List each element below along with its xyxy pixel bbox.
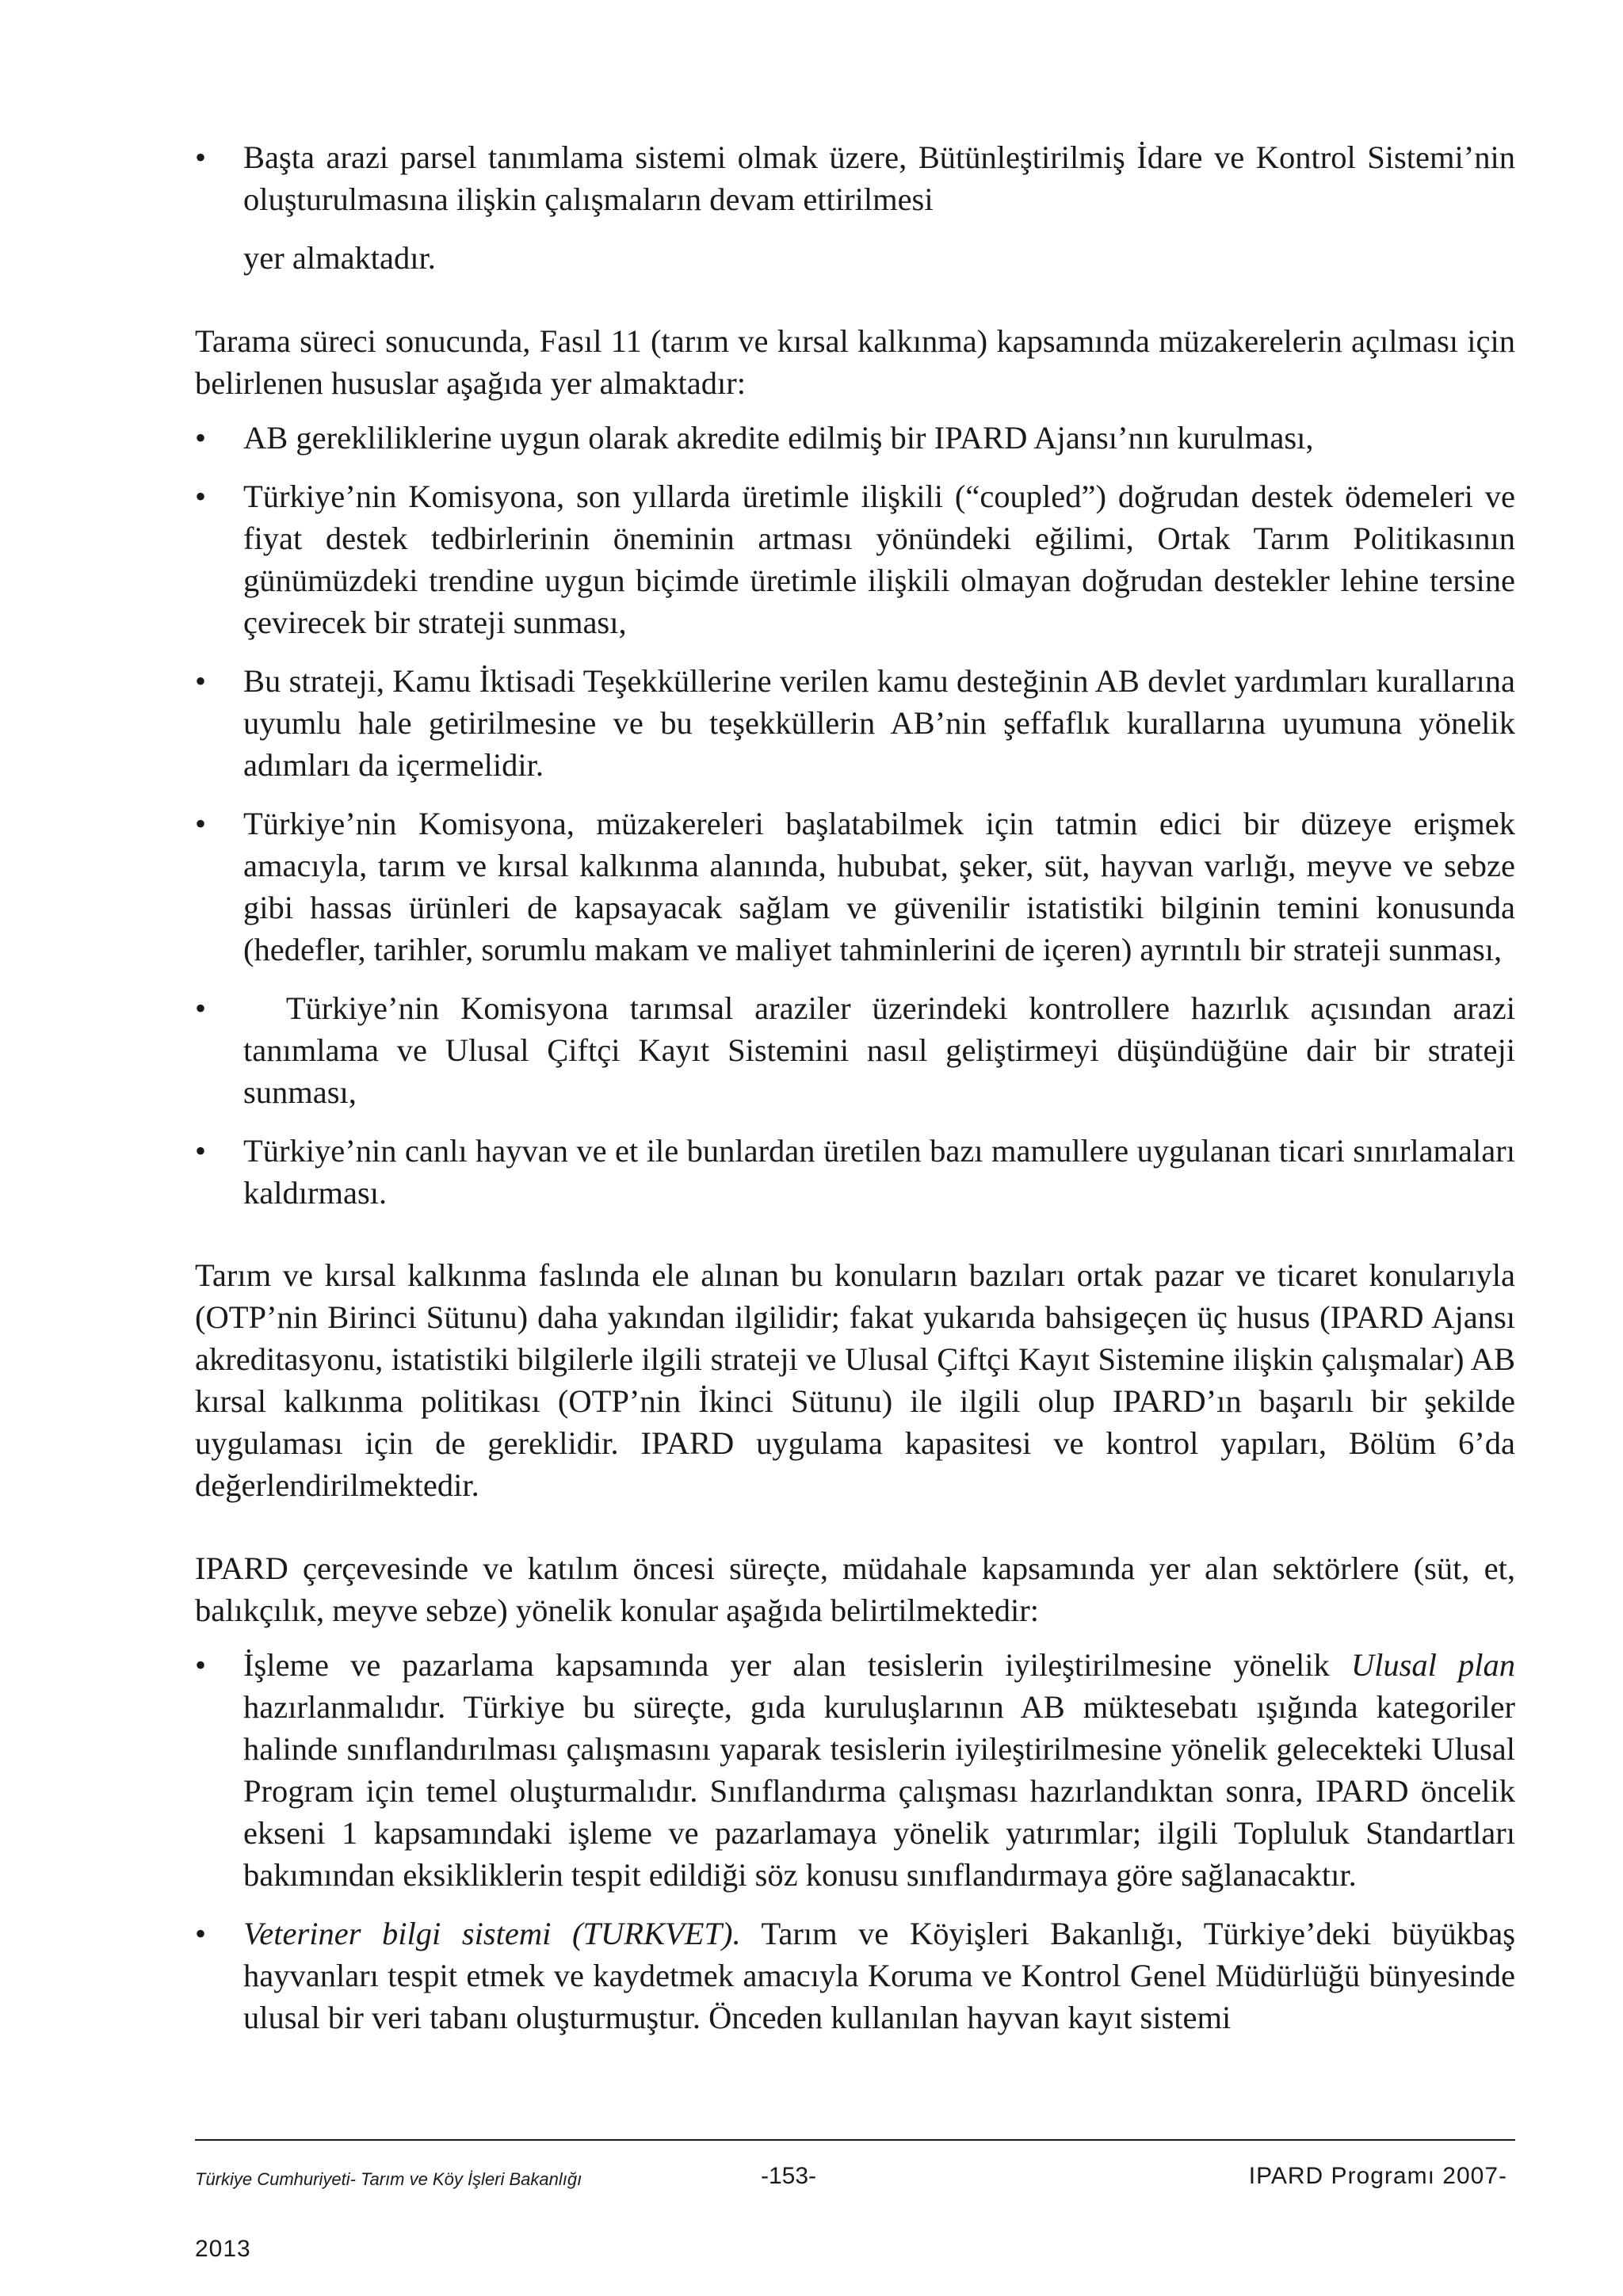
bullet-tail-text: yer almaktadır. — [243, 240, 436, 276]
bullet-icon: • — [195, 1133, 207, 1169]
list-item — [195, 1644, 1515, 1896]
turkvet-italic: Veteriner bilgi sistemi (TURKVET). — [243, 1916, 741, 1951]
bullet-icon: • — [195, 806, 207, 841]
document-body — [195, 136, 1524, 2055]
list-item — [195, 1130, 1515, 1214]
footer-divider — [195, 2139, 1515, 2141]
bullet-icon: • — [195, 990, 207, 1026]
bullet-icon: • — [195, 139, 207, 175]
bullet-text: AB gerekliliklerine uygun olarak akredite edilmiş bir IPARD Ajansı’nın kurulması, — [243, 420, 1314, 456]
list-item — [195, 417, 1515, 459]
list-item — [195, 660, 1515, 786]
bullet-text: Başta arazi parsel tanımlama sistemi olmak üzere, Bütünleştirilmiş İdare ve Kontrol Sistemi’nin oluşturulmasına ilişkin çalışmaların devam ettirilmesi — [243, 139, 1515, 217]
paragraph-ipard-sectors: IPARD çerçevesinde ve katılım öncesi süreçte, müdahale kapsamında yer alan sektörlere (süt, et, balıkçılık, meyve sebze) yönelik konular aşağıda belirtilmektedir: — [195, 1550, 1515, 1628]
bullet-icon: • — [195, 663, 207, 699]
bullet-text: Türkiye’nin Komisyona, müzakereleri başlatabilmek için tatmin edici bir düzeye erişmek amacıyla, tarım ve kırsal kalkınma alanında, hububat, şeker, süt, hayvan varlığı, meyve ve sebze gibi hassas ürünleri de kapsayacak sağlam ve güvenilir istatistiki bilginin temini konusunda (hedefler, tarihler, sorumlu makam ve maliyet tahminlerini de içeren) ayrıntılı bir strateji sunması, — [243, 806, 1515, 967]
list-item — [195, 1913, 1515, 2039]
bullet-text: Türkiye’nin canlı hayvan ve et ile bunlardan üretilen bazı mamullere uygulanan ticari sınırlamaları kaldırması. — [243, 1133, 1515, 1211]
list-item — [195, 136, 1515, 220]
page-footer — [195, 2139, 1515, 2206]
turkvet-rest: Tarım ve Köyişleri Bakanlığı, Türkiye’deki büyükbaş hayvanları tespit etmek ve kaydetmek amacıyla Koruma ve Kontrol Genel Müdürlüğü bünyesinde ulusal bir veri tabanı oluşturmuştur. Önceden kullanılan hayvan kayıt sistemi — [243, 1916, 1516, 2035]
footer-program: IPARD Programı 2007- — [1248, 2163, 1507, 2189]
national-plan-italic: Ulusal plan — [1350, 1647, 1515, 1683]
bullet-text-national-plan — [243, 1644, 1515, 1896]
bullet-icon: • — [195, 1916, 207, 1951]
bullet-icon: • — [195, 1647, 207, 1683]
bullet-text: Türkiye’nin Komisyona tarımsal araziler üzerindeki kontrollere hazırlık açısından arazi tanımlama ve Ulusal Çiftçi Kayıt Sistemini nasıl geliştirmeyi düşündüğüne dair bir strateji sunması, — [243, 990, 1524, 1110]
bullet-icon: • — [195, 420, 207, 456]
bullet-text: Bu strateji, Kamu İktisadi Teşekküllerine verilen kamu desteğinin AB devlet yardımları kurallarına uyumlu hale getirilmesine ve bu teşekküllerin AB’nin şeffaflık kurallarına uyumuna yönelik adımları da içermelidir. — [243, 663, 1515, 783]
footer-year: 2013 — [195, 2236, 251, 2262]
page-number: -153- — [761, 2163, 817, 2189]
list-item — [195, 803, 1515, 971]
bullet-text: Türkiye’nin Komisyona, son yıllarda üretimle ilişkili (“coupled”) doğrudan destek ödemeleri ve fiyat destek tedbirlerinin öneminin artması yönündeki eğilimi, Ortak Tarım Politikasının günümüzdeki trendine uygun biçimde üretimle ilişkili olmayan doğrudan destekler lehine tersine çevirecek bir strateji sunması, — [243, 479, 1515, 640]
national-plan-rest: hazırlanmalıdır. Türkiye bu süreçte, gıda kuruluşlarının AB müktesebatı ışığında kategoriler halinde sınıflandırılması çalışmasını yaparak tesislerin iyileştirilmesine yönelik gelecekteki Ulusal Program için temel oluşturmalıdır. Sınıflandırma çalışması hazırlandıktan sonra, IPARD öncelik ekseni 1 kapsamındaki işleme ve pazarlamaya yönelik yatırımlar; ilgili Topluluk Standartları bakımından eksikliklerin tespit edildiği söz konusu sınıflandırmaya göre sağlanacaktır. — [243, 1689, 1515, 1893]
footer-ministry: Türkiye Cumhuriyeti- Tarım ve Köy İşleri Bakanlığı — [195, 2169, 582, 2189]
screening-bullet-list — [195, 417, 1524, 1214]
bullet-icon: • — [195, 479, 207, 514]
bullet-text-turkvet — [243, 1913, 1515, 2039]
national-plan-lead: İşleme ve pazarlama kapsamında yer alan tesislerin iyileştirilmesine yönelik — [243, 1647, 1351, 1683]
paragraph-chapter-topics: Tarım ve kırsal kalkınma faslında ele alınan bu konuların bazıları ortak pazar ve ticaret konularıyla (OTP’nin Birinci Sütunu) daha yakından ilgilidir; fakat yukarıda bahsigeçen üç husus (IPARD Ajansı akreditasyonu, istatistiki bilgilerle ilgili strateji ve Ulusal Çiftçi Kayıt Sistemine ilişkin çalışmalar) AB kırsal kalkınma politikası (OTP’nin İkinci Sütunu) ile ilgili olup IPARD’ın başarılı bir şekilde uygulaması için de gereklidir. IPARD uygulama kapasitesi ve kontrol yapıları, Bölüm 6’da değerlendirilmektedir. — [195, 1257, 1515, 1503]
paragraph-screening: Tarama süreci sonucunda, Fasıl 11 (tarım ve kırsal kalkınma) kapsamında müzakerelerin açılması için belirlenen hususlar aşağıda yer almaktadır: — [195, 323, 1515, 401]
list-item — [195, 987, 1524, 1113]
list-item — [195, 475, 1515, 643]
